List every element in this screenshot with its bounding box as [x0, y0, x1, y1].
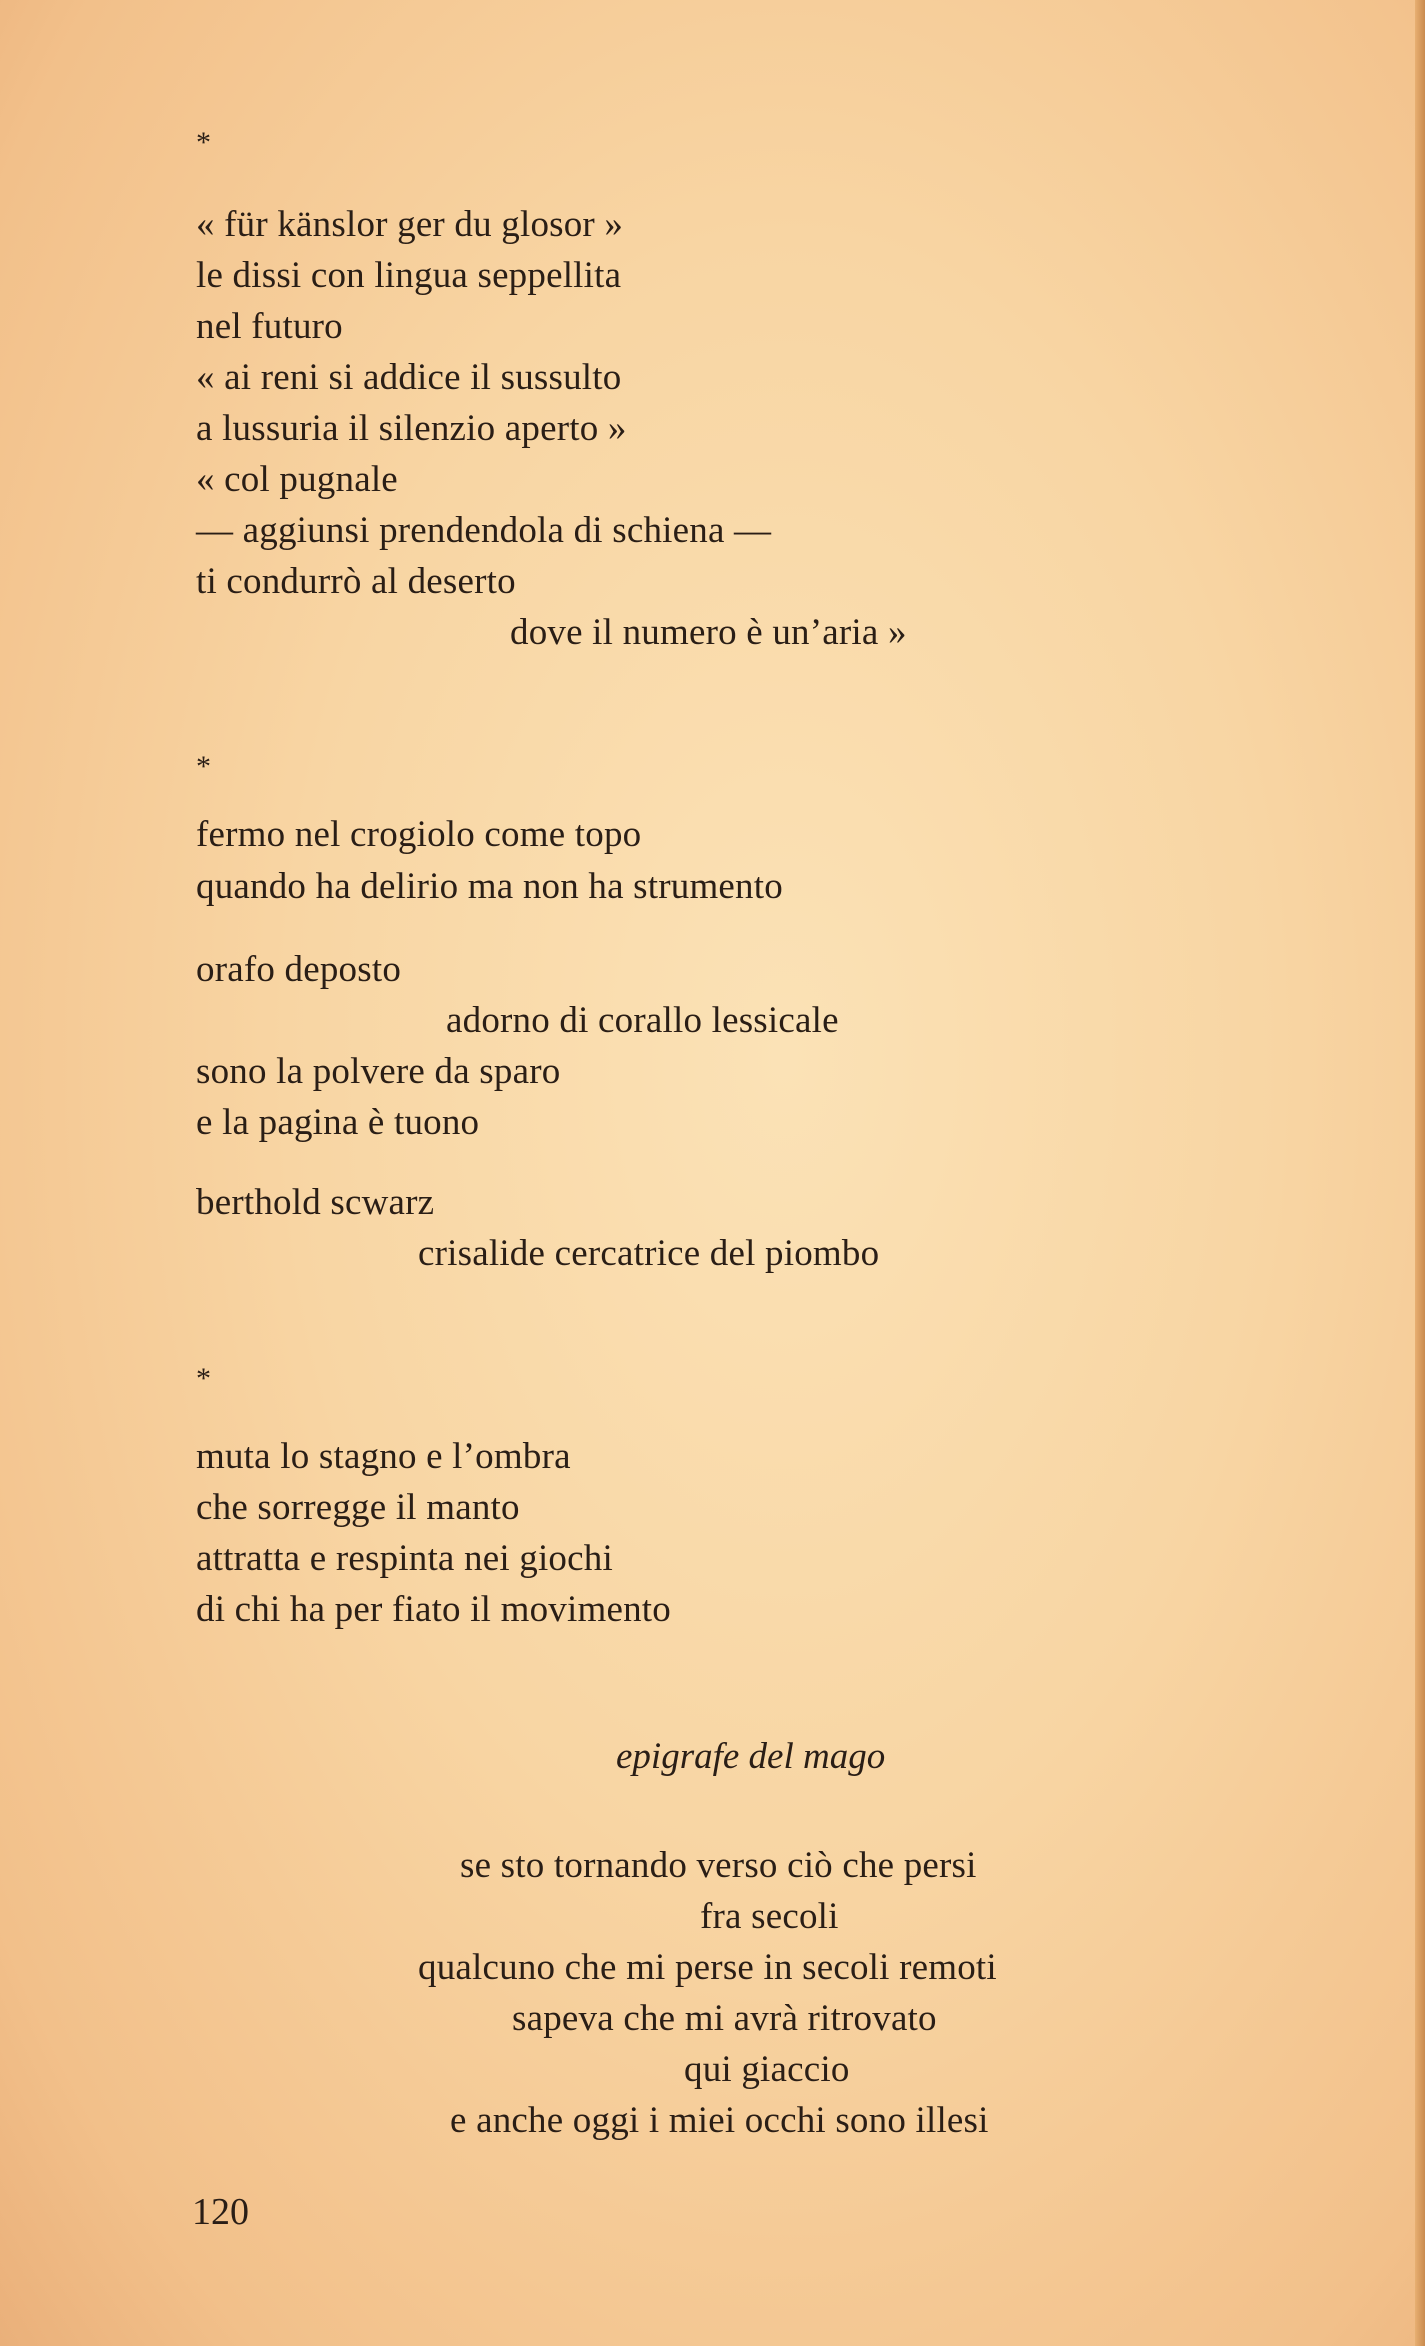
poem-line: fermo nel crogiolo come topo [196, 814, 642, 855]
section-separator-star: * [196, 126, 211, 159]
poem-line: che sorregge il manto [196, 1487, 520, 1528]
poem-line: a lussuria il silenzio aperto » [196, 408, 627, 449]
poem-line: di chi ha per fiato il movimento [196, 1589, 671, 1630]
poem-line: crisalide cercatrice del piombo [418, 1233, 880, 1274]
epigraph-line: e anche oggi i miei occhi sono illesi [450, 2100, 989, 2141]
epigraph-line: se sto tornando verso ciò che persi [460, 1845, 977, 1886]
poem-line: muta lo stagno e l’ombra [196, 1436, 571, 1477]
poem-line: e la pagina è tuono [196, 1102, 480, 1143]
page-edge [1415, 0, 1425, 2346]
poem-line: — aggiunsi prendendola di schiena — [196, 510, 772, 551]
section-separator-star: * [196, 1362, 211, 1395]
page-number: 120 [192, 2191, 249, 2233]
poem-line: attratta e respinta nei giochi [196, 1538, 613, 1579]
poem-line: le dissi con lingua seppellita [196, 255, 622, 296]
poem-line: « für känslor ger du glosor » [196, 204, 624, 245]
epigraph-line: qualcuno che mi perse in secoli remoti [418, 1947, 997, 1988]
poem-line: ti condurrò al deserto [196, 561, 516, 602]
poem-line: nel futuro [196, 306, 343, 347]
poem-line: « col pugnale [196, 459, 398, 500]
poem-line: sono la polvere da sparo [196, 1051, 561, 1092]
epigraph-line: fra secoli [700, 1896, 839, 1937]
epigraph-line: sapeva che mi avrà ritrovato [512, 1998, 937, 2039]
poem-line: adorno di corallo lessicale [446, 1000, 839, 1041]
section-separator-star: * [196, 750, 211, 783]
epigraph-line: qui giaccio [684, 2049, 850, 2090]
epigraph-title: epigrafe del mago [616, 1736, 886, 1777]
poem-line: berthold scwarz [196, 1182, 435, 1223]
poem-line: quando ha delirio ma non ha strumento [196, 866, 783, 907]
poem-line: « ai reni si addice il sussulto [196, 357, 622, 398]
poem-line: orafo deposto [196, 949, 402, 990]
poem-line: dove il numero è un’aria » [510, 612, 907, 653]
